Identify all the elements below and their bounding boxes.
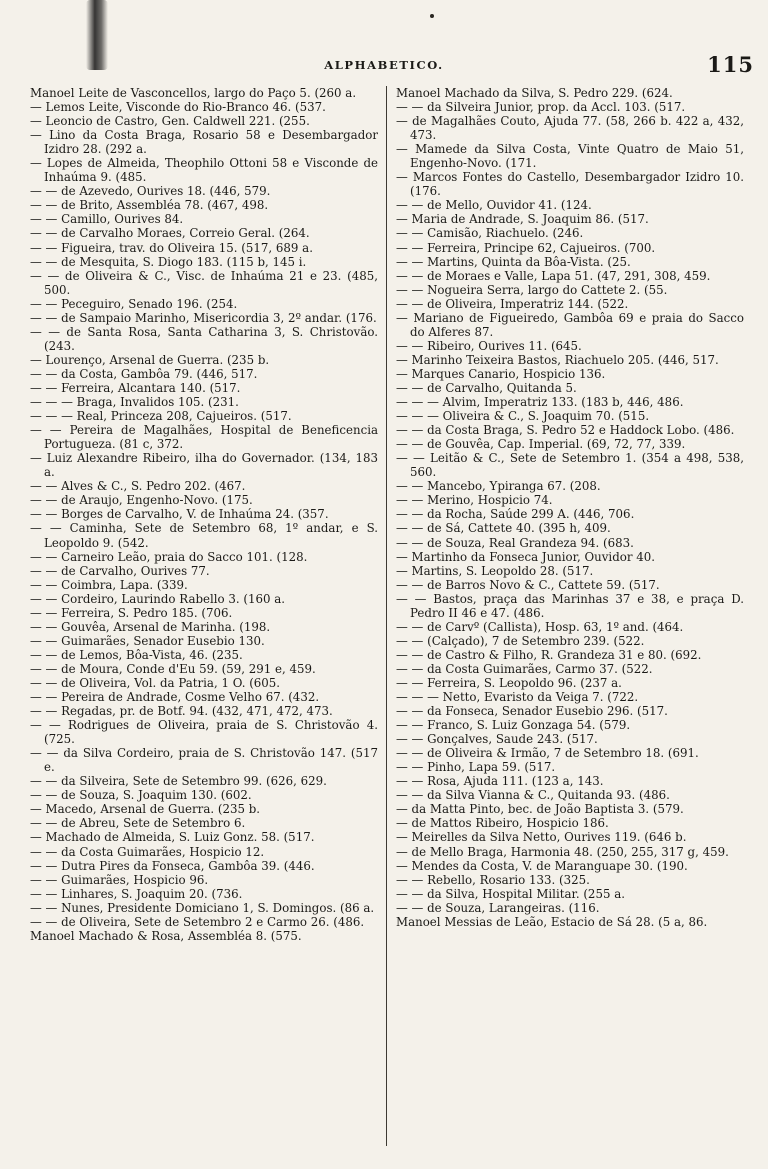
directory-entry: — — da Costa Guimarães, Hospicio 12.	[30, 844, 265, 859]
directory-entry: — — Caminha, Sete de Setembro 68, 1º andar, e S. Leopoldo 9. (542.	[30, 521, 378, 550]
directory-entry: — — — Alvim, Imperatriz 133. (183 b, 446, 486.	[396, 395, 684, 410]
directory-entry: — — Bastos, praça das Marinhas 37 e 38, e praça D. Pedro II 46 e 47. (486.	[396, 591, 744, 620]
directory-entry: — — da Rocha, Saúde 299 A. (446, 706.	[396, 507, 635, 522]
directory-entry: — — de Oliveira & Irmão, 7 de Setembro 18. (691.	[396, 746, 699, 761]
ink-speck	[430, 14, 434, 18]
directory-entry: — — Nunes, Presidente Domiciano 1, S. Domingos. (86 a.	[30, 900, 375, 915]
directory-entry: — Marinho Teixeira Bastos, Riachuelo 205. (446, 517.	[396, 352, 719, 367]
directory-entry: — — Ferreira, S. Pedro 185. (706.	[30, 605, 233, 620]
directory-entry: — Martins, S. Leopoldo 28. (517.	[396, 563, 594, 578]
directory-entry: — — Ferreira, Principe 62, Cajueiros. (700.	[396, 240, 656, 255]
directory-entry: — — de Brito, Assembléa 78. (467, 498.	[30, 198, 269, 213]
directory-entry: — de Magalhães Couto, Ajuda 77. (58, 266 b. 422 a, 432, 473.	[396, 114, 744, 143]
directory-entry: — — de Souza, Real Grandeza 94. (683.	[396, 535, 634, 550]
directory-entry: — Mariano de Figueiredo, Gambôa 69 e praia do Sacco do Alferes 87.	[396, 310, 744, 339]
directory-entry: — Martinho da Fonseca Junior, Ouvidor 40.	[396, 549, 656, 564]
directory-entry: — — Regadas, pr. de Botf. 94. (432, 471, 472, 473.	[30, 704, 333, 719]
directory-entry: — — da Silveira Junior, prop. da Accl. 103. (517.	[396, 100, 686, 115]
directory-entry: — — Ferreira, S. Leopoldo 96. (237 a.	[396, 675, 622, 690]
directory-entry: — — Coimbra, Lapa. (339.	[30, 577, 188, 592]
directory-entry: — — Peceguiro, Senado 196. (254.	[30, 296, 238, 311]
directory-entry: — — Guimarães, Hospicio 96.	[30, 872, 209, 887]
directory-entry: — — de Carvalho, Quitanda 5.	[396, 380, 577, 395]
running-title: ALPHABETICO.	[324, 58, 444, 72]
directory-entry: — — — Oliveira & C., S. Joaquim 70. (515.	[396, 409, 650, 424]
directory-entry: — — Borges de Carvalho, V. de Inhaúma 24. (357.	[30, 507, 329, 522]
directory-entry: — — Rosa, Ajuda 111. (123 a, 143.	[396, 774, 604, 789]
directory-entry: — Machado de Almeida, S. Luiz Gonz. 58. (517.	[30, 830, 315, 845]
directory-entry: — — de Gouvêa, Cap. Imperial. (69, 72, 77, 339.	[396, 437, 686, 452]
directory-entry: — Maria de Andrade, S. Joaquim 86. (517.	[396, 212, 649, 227]
directory-entry: — — Alves & C., S. Pedro 202. (467.	[30, 479, 246, 494]
directory-entry: — — da Costa, Gambôa 79. (446, 517.	[30, 366, 258, 381]
directory-entry: — — de Oliveira & C., Visc. de Inhaúma 21 e 23. (485, 500.	[30, 268, 378, 297]
directory-entry: — — — Real, Princeza 208, Cajueiros. (517.	[30, 409, 292, 424]
directory-entry: — — de Mesquita, S. Diogo 183. (115 b, 145 i.	[30, 254, 307, 269]
directory-entry: — de Mattos Ribeiro, Hospicio 186.	[396, 816, 609, 831]
directory-entry: — — — Netto, Evaristo da Veiga 7. (722.	[396, 690, 639, 705]
directory-entry: — — Ribeiro, Ourives 11. (645.	[396, 338, 582, 353]
directory-entry: — — Camillo, Ourives 84.	[30, 212, 184, 227]
directory-entry: — — da Fonseca, Senador Eusebio 296. (517.	[396, 704, 668, 719]
directory-entry: — — Nogueira Serra, largo do Cattete 2. (55.	[396, 282, 668, 297]
right-column	[396, 86, 744, 1161]
directory-entry: — — da Silveira, Sete de Setembro 99. (626, 629.	[30, 774, 327, 789]
directory-entry: — — de Lemos, Bôa-Vista, 46. (235.	[30, 647, 243, 662]
directory-entry: — — Leitão & C., Sete de Setembro 1. (354 a 498, 538, 560.	[396, 451, 744, 480]
directory-entry: — — de Moura, Conde d'Eu 59. (59, 291 e, 459.	[30, 661, 316, 676]
directory-entry: — — de Carvalho, Ourives 77.	[30, 563, 210, 578]
directory-entry: — — Franco, S. Luiz Gonzaga 54. (579.	[396, 718, 631, 733]
directory-entry: — — da Silva, Hospital Militar. (255 a.	[396, 886, 625, 901]
directory-entry: — Lopes de Almeida, Theophilo Ottoni 58 e Visconde de Inhaúma 9. (485.	[30, 156, 378, 185]
directory-entry: — — de Moraes e Valle, Lapa 51. (47, 291, 308, 459.	[396, 268, 711, 283]
directory-entry: — — de Sá, Cattete 40. (395 h, 409.	[396, 521, 611, 536]
directory-entry: — Meirelles da Silva Netto, Ourives 119. (646 b.	[396, 830, 687, 845]
directory-entry: — — Gouvêa, Arsenal de Marinha. (198.	[30, 619, 271, 634]
directory-entry: — — Pereira de Magalhães, Hospital de Beneficencia Portugueza. (81 c, 372.	[30, 423, 378, 452]
directory-entry: — Mamede da Silva Costa, Vinte Quatro de Maio 51, Engenho-Novo. (171.	[396, 142, 744, 171]
directory-entry: — — de Carvº (Callista), Hosp. 63, 1º and. (464.	[396, 619, 684, 634]
directory-entry: — — Camisão, Riachuelo. (246.	[396, 226, 584, 241]
directory-entry: — — Rodrigues de Oliveira, praia de S. Christovão 4. (725.	[30, 718, 378, 747]
directory-entry: — Marcos Fontes do Castello, Desembargador Izidro 10. (176.	[396, 170, 744, 199]
directory-entry: — — da Costa Braga, S. Pedro 52 e Haddock Lobo. (486.	[396, 423, 735, 438]
directory-entry: — — de Sampaio Marinho, Misericordia 3, 2º andar. (176.	[30, 310, 377, 325]
directory-entry: Manoel Machado da Silva, S. Pedro 229. (624.	[396, 86, 673, 100]
directory-entry: — Lemos Leite, Visconde do Rio-Branco 46. (537.	[30, 100, 326, 115]
directory-entry: — — de Souza, S. Joaquim 130. (602.	[30, 788, 252, 803]
directory-columns	[30, 86, 752, 1161]
directory-entry: — — de Mello, Ouvidor 41. (124.	[396, 198, 592, 213]
directory-entry: — — Martins, Quinta da Bôa-Vista. (25.	[396, 254, 631, 269]
directory-entry: — — de Araujo, Engenho-Novo. (175.	[30, 493, 253, 508]
directory-entry: — — Mancebo, Ypiranga 67. (208.	[396, 479, 601, 494]
directory-entry: — — Ferreira, Alcantara 140. (517.	[30, 380, 241, 395]
directory-entry: — Marques Canario, Hospicio 136.	[396, 366, 606, 381]
directory-entry: — — Pereira de Andrade, Cosme Velho 67. (432.	[30, 690, 320, 705]
directory-entry: — — — Braga, Invalidos 105. (231.	[30, 395, 239, 410]
directory-entry: — — de Abreu, Sete de Setembro 6.	[30, 816, 246, 831]
directory-entry: — — de Azevedo, Ourives 18. (446, 579.	[30, 184, 271, 199]
directory-entry: — — de Oliveira, Sete de Setembro 2 e Carmo 26. (486.	[30, 914, 365, 929]
directory-entry: Manoel Leite de Vasconcellos, largo do Paço 5. (260 a.	[30, 86, 357, 100]
directory-entry: — — de Santa Rosa, Santa Catharina 3, S. Christovão. (243.	[30, 324, 378, 353]
directory-entry: — — da Silva Vianna & C., Quitanda 93. (486.	[396, 788, 670, 803]
directory-entry: — Mendes da Costa, V. de Maranguape 30. (190.	[396, 858, 688, 873]
column-divider	[386, 86, 387, 1146]
page-number: 115	[707, 52, 754, 77]
directory-entry: — — Linhares, S. Joaquim 20. (736.	[30, 886, 243, 901]
directory-entry: — — Rebello, Rosario 133. (325.	[396, 872, 590, 887]
left-column	[30, 86, 378, 1161]
page-header	[0, 52, 768, 82]
directory-entry: — da Matta Pinto, bec. de João Baptista 3. (579.	[396, 802, 684, 817]
directory-entry: — — Pinho, Lapa 59. (517.	[396, 760, 556, 775]
directory-entry: — — Cordeiro, Laurindo Rabello 3. (160 a.	[30, 591, 286, 606]
directory-entry: — Lino da Costa Braga, Rosario 58 e Desembargador Izidro 28. (292 a.	[30, 128, 378, 157]
directory-entry: — — Guimarães, Senador Eusebio 130.	[30, 633, 265, 648]
directory-entry: — — de Carvalho Moraes, Correio Geral. (264.	[30, 226, 310, 241]
directory-entry: — — de Souza, Larangeiras. (116.	[396, 900, 600, 915]
directory-entry: — — (Calçado), 7 de Setembro 239. (522.	[396, 633, 645, 648]
directory-entry: — Macedo, Arsenal de Guerra. (235 b.	[30, 802, 261, 817]
directory-entry: — Leoncio de Castro, Gen. Caldwell 221. (255.	[30, 114, 310, 129]
directory-entry: — — Figueira, trav. do Oliveira 15. (517, 689 a.	[30, 240, 313, 255]
directory-entry: Manoel Messias de Leão, Estacio de Sá 28. (5 a, 86.	[396, 914, 708, 929]
directory-entry: Manoel Machado & Rosa, Assembléa 8. (575.	[30, 928, 302, 943]
directory-entry: — — Merino, Hospicio 74.	[396, 493, 553, 508]
directory-entry: — Lourenço, Arsenal de Guerra. (235 b.	[30, 352, 270, 367]
directory-entry: — — de Oliveira, Vol. da Patria, 1 O. (605.	[30, 675, 281, 690]
directory-entry: — — de Castro & Filho, R. Grandeza 31 e 80. (692.	[396, 647, 702, 662]
directory-entry: — — da Costa Guimarães, Carmo 37. (522.	[396, 661, 653, 676]
directory-entry: — — de Barros Novo & C., Cattete 59. (517.	[396, 577, 660, 592]
directory-entry: — — Dutra Pires da Fonseca, Gambôa 39. (446.	[30, 858, 315, 873]
directory-entry: — — da Silva Cordeiro, praia de S. Christovão 147. (517 e.	[30, 746, 378, 775]
directory-entry: — — de Oliveira, Imperatriz 144. (522.	[396, 296, 629, 311]
directory-entry: — de Mello Braga, Harmonia 48. (250, 255, 317 g, 459.	[396, 844, 729, 859]
directory-entry: — Luiz Alexandre Ribeiro, ilha do Governador. (134, 183 a.	[30, 451, 378, 480]
directory-entry: — — Carneiro Leão, praia do Sacco 101. (128.	[30, 549, 308, 564]
directory-entry: — — Gonçalves, Saude 243. (517.	[396, 732, 598, 747]
